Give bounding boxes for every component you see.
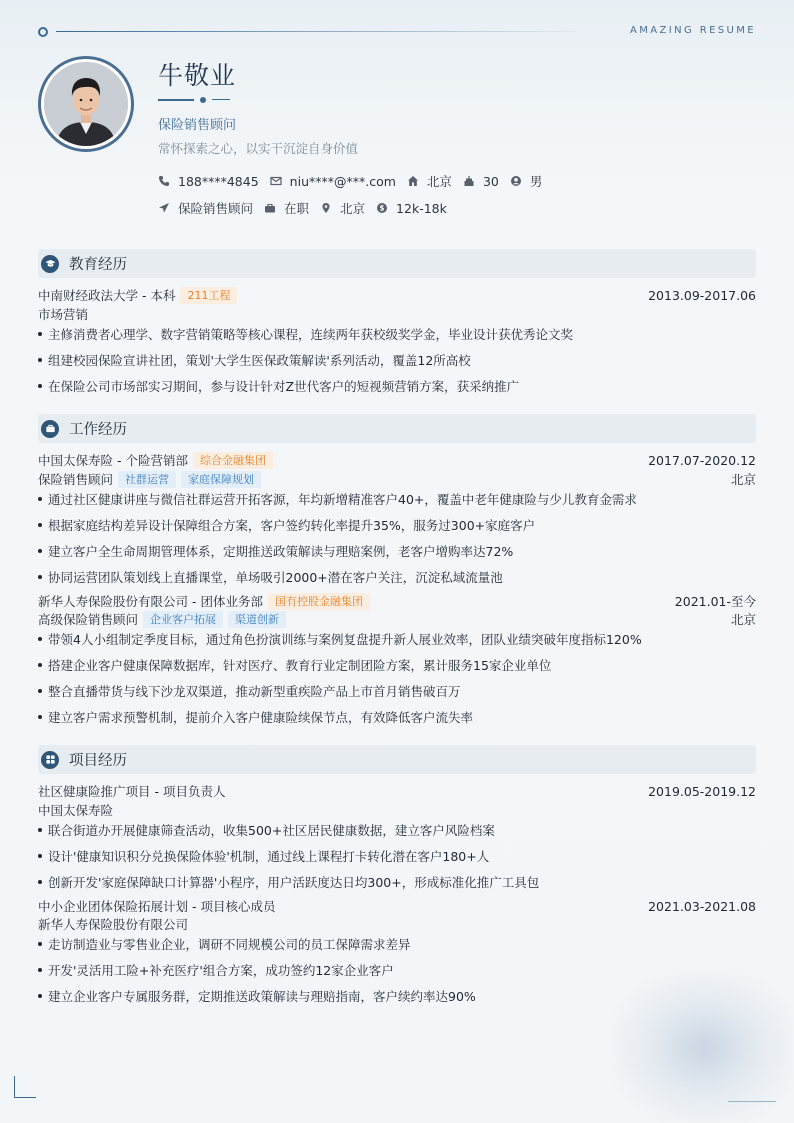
list-item: 通过社区健康讲座与微信社群运营开拓客源，年均新增精准客户40+，覆盖中老年健康险与少儿教育金需求	[38, 490, 637, 508]
major: 市场营销	[38, 307, 89, 322]
skill-tag: 家庭保障规划	[181, 471, 261, 488]
list-item: 主修消费者心理学、数字营销策略等核心课程，连续两年获校级奖学金，毕业设计获优秀论文奖	[38, 325, 573, 343]
project-org-row	[38, 801, 756, 819]
gender-info	[510, 172, 543, 190]
list-item: 创新开发'家庭保障缺口计算器'小程序，用户活跃度达日均300+，形成标准化推广工具包	[38, 873, 539, 891]
list-item: 组建校园保险宣讲社团，策划'大学生医保政策解读'系列活动，覆盖12所高校	[38, 351, 471, 369]
footer-rule	[728, 1101, 776, 1102]
intent-row	[158, 199, 458, 217]
job-header	[38, 592, 756, 610]
status-info	[264, 199, 309, 217]
graduation-cap-icon	[41, 255, 59, 273]
job-position-row	[38, 610, 756, 628]
job-header	[38, 451, 756, 469]
salary-info	[376, 201, 447, 216]
company-name: 新华人寿保险股份有限公司 - 团体业务部	[38, 594, 263, 609]
project-org-row	[38, 915, 756, 933]
phone-icon	[158, 175, 170, 187]
list-item: 搭建企业客户健康保障数据库，针对医疗、教育行业定制团险方案，累计服务15家企业单位	[38, 656, 551, 674]
avatar	[38, 56, 134, 152]
list-item: 带领4人小组制定季度目标，通过角色扮演训练与案例复盘提升新人展业效率，团队业绩突破年度指标120%	[38, 630, 642, 648]
education-period: 2013.09-2017.06	[648, 287, 756, 303]
job-position-row	[38, 470, 756, 488]
user-icon	[510, 175, 522, 187]
age: 30	[482, 173, 499, 189]
grid-icon	[41, 751, 59, 769]
location: 北京	[426, 174, 452, 189]
avatar-photo	[44, 62, 128, 146]
section-title: 工作经历	[69, 422, 127, 438]
send-icon	[158, 202, 170, 214]
section-title: 项目经历	[69, 753, 127, 769]
name-divider	[158, 96, 238, 104]
project-org: 中国太保寿险	[38, 803, 114, 818]
header-decoration	[38, 27, 756, 37]
home-icon	[407, 175, 419, 187]
mail-icon	[270, 175, 282, 187]
phone-number: 188****4845	[178, 173, 259, 189]
briefcase-icon	[41, 420, 59, 438]
list-item: 设计'健康知识积分兑换保险体验'机制，通过线上课程打卡转化潜在客户180+人	[38, 847, 489, 865]
ring-ornament	[38, 27, 48, 37]
phone-info	[158, 174, 259, 189]
job-city: 北京	[730, 612, 756, 627]
expected-salary: 12k-18k	[396, 200, 447, 216]
briefcase-icon	[264, 202, 276, 214]
employment-status: 在职	[284, 201, 310, 216]
job-city: 北京	[730, 472, 756, 487]
skill-tag: 企业客户拓展	[143, 611, 223, 628]
email-info	[270, 174, 396, 189]
job-intent: 保险销售顾问	[178, 201, 254, 216]
skill-tag: 渠道创新	[228, 611, 286, 628]
list-item: 协同运营团队策划线上直播课堂，单场吸引2000+潜在客户关注，沉淀私域流量池	[38, 568, 503, 586]
work-section-header	[38, 414, 756, 443]
money-icon	[376, 202, 388, 214]
company-tag: 综合金融集团	[193, 452, 273, 469]
intent-info	[158, 199, 253, 217]
email-address: niu****@***.com	[289, 173, 396, 189]
list-item: 整合直播带货与线下沙龙双渠道，推动新型重疾险产品上市首月销售破百万	[38, 682, 461, 700]
person-portrait-icon	[44, 62, 128, 146]
list-item: 走访制造业与零售业企业，调研不同规模公司的员工保障需求差异	[38, 935, 411, 953]
contact-row	[158, 172, 553, 190]
age-info	[463, 174, 499, 189]
header-rule	[56, 31, 576, 32]
motto: 常怀探索之心，以实干沉淀自身价值	[158, 141, 359, 156]
project-period: 2019.05-2019.12	[648, 783, 756, 799]
education-section-header	[38, 249, 756, 278]
corner-ornament	[14, 1076, 36, 1098]
position: 保险销售顾问	[38, 472, 114, 487]
list-item: 联合街道办开展健康筛查活动，收集500+社区居民健康数据，建立客户风险档案	[38, 821, 495, 839]
project-header	[38, 897, 756, 915]
project-name: 中小企业团体保险拓展计划 - 项目核心成员	[38, 899, 276, 914]
map-pin-icon	[320, 202, 332, 214]
school-tag: 211工程	[180, 287, 237, 304]
project-name: 社区健康险推广项目 - 项目负责人	[38, 784, 226, 799]
job-period: 2017.07-2020.12	[648, 452, 756, 468]
list-item: 在保险公司市场部实习期间，参与设计针对Z世代客户的短视频营销方案，获采纳推广	[38, 377, 519, 395]
section-title: 教育经历	[69, 257, 127, 273]
project-org: 新华人寿保险股份有限公司	[38, 917, 189, 932]
skill-tag: 社群运营	[118, 471, 176, 488]
gender: 男	[529, 174, 543, 189]
job-title: 保险销售顾问	[158, 118, 237, 133]
list-item: 根据家庭结构差异设计保障组合方案，客户签约转化率提升35%，服务过300+家庭客户	[38, 516, 535, 534]
brand-label: AMAZING RESUME	[630, 25, 756, 36]
city-info	[320, 199, 365, 217]
company-tag: 国有控股金融集团	[268, 593, 370, 610]
list-item: 建立企业客户专属服务群，定期推送政策解读与理赔指南，客户续约率达90%	[38, 987, 476, 1005]
company-name: 中国太保寿险 - 个险营销部	[38, 453, 188, 468]
job-period: 2021.01-至今	[674, 594, 756, 609]
list-item: 建立客户需求预警机制，提前介入客户健康险续保节点，有效降低客户流失率	[38, 708, 473, 726]
location-info	[407, 172, 452, 190]
list-item: 建立客户全生命周期管理体系，定期推送政策解读与理赔案例，老客户增购率达72%	[38, 542, 513, 560]
project-header	[38, 782, 756, 800]
projects-section-header	[38, 745, 756, 774]
list-item: 开发'灵活用工险+补充医疗'组合方案，成功签约12家企业客户	[38, 961, 394, 979]
education-entry	[38, 286, 756, 304]
candidate-name: 牛敬业	[158, 61, 237, 90]
major-row	[38, 305, 756, 323]
cake-icon	[463, 175, 475, 187]
target-city: 北京	[340, 201, 366, 216]
project-period: 2021.03-2021.08	[648, 898, 756, 914]
school-name: 中南财经政法大学 - 本科	[38, 288, 176, 303]
position: 高级保险销售顾问	[38, 612, 139, 627]
